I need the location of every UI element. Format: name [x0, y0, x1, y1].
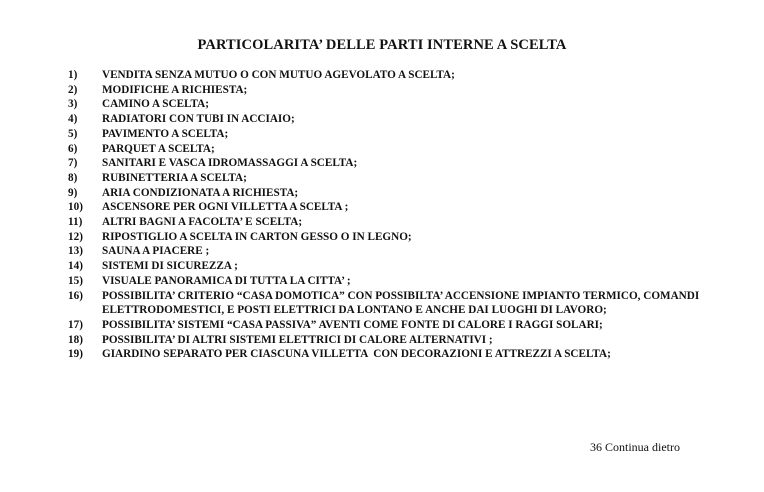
item-number: 3) [68, 98, 78, 111]
item-text: RUBINETTERIA A SCELTA; [102, 171, 247, 184]
list-item [68, 259, 708, 274]
item-number: 16) [68, 289, 83, 302]
list-item [68, 244, 708, 259]
list-item [68, 230, 708, 245]
item-number: 7) [68, 157, 78, 170]
item-text: SISTEMI DI SICUREZZA ; [102, 260, 238, 273]
item-number: 1) [68, 69, 78, 81]
item-text: POSSIBILITA’ SISTEMI “CASA PASSIVA” AVENTI COME FONTE DI CALORE I RAGGI SOLARI; [102, 318, 603, 331]
item-number: 12) [68, 230, 83, 243]
list-item [68, 318, 708, 333]
item-text: GIARDINO SEPARATO PER CIASCUNA VILLETTA CON DECORAZIONI E ATTREZZI A SCELTA; [102, 348, 611, 361]
item-number: 14) [68, 260, 83, 273]
item-number: 6) [68, 142, 78, 155]
list-item [68, 289, 708, 318]
item-number: 5) [68, 127, 78, 140]
item-text: MODIFICHE A RICHIESTA; [102, 83, 248, 96]
item-number: 11) [68, 216, 83, 229]
list-item [68, 68, 708, 83]
item-number: 4) [68, 113, 78, 126]
item-text: SAUNA A PIACERE ; [102, 245, 210, 258]
item-number: 19) [68, 348, 83, 361]
item-number: 13) [68, 245, 83, 258]
item-text: ASCENSORE PER OGNI VILLETTA A SCELTA ; [102, 201, 349, 214]
list-item [68, 186, 708, 201]
item-text: RIPOSTIGLIO A SCELTA IN CARTON GESSO O IN LEGNO; [102, 230, 412, 243]
item-text: ALTRI BAGNI A FACOLTA’ E SCELTA; [102, 216, 303, 229]
item-text: POSSIBILITA’ DI ALTRI SISTEMI ELETTRICI DI CALORE ALTERNATIVI ; [102, 333, 493, 346]
item-text: SANITARI E VASCA IDROMASSAGGI A SCELTA; [102, 157, 358, 170]
item-number: 2) [68, 83, 78, 96]
item-text: RADIATORI CON TUBI IN ACCIAIO; [102, 113, 295, 126]
features-list [68, 68, 708, 362]
list-item [68, 347, 708, 362]
list-item [68, 333, 708, 348]
list-item [68, 83, 708, 98]
list-item [68, 127, 708, 142]
item-text: ARIA CONDIZIONATA A RICHIESTA; [102, 186, 299, 199]
list-item [68, 200, 708, 215]
list-item [68, 274, 708, 289]
item-text: PAVIMENTO A SCELTA; [102, 127, 229, 140]
list-item [68, 97, 708, 112]
list-item [68, 156, 708, 171]
list-item [68, 142, 708, 157]
item-text: VENDITA SENZA MUTUO O CON MUTUO AGEVOLATO A SCELTA; [102, 69, 455, 81]
item-number: 9) [68, 186, 78, 199]
item-number: 10) [68, 201, 83, 214]
document-title: PARTICOLARITA’ DELLE PARTI INTERNE A SCELTA [197, 37, 567, 53]
item-number: 18) [68, 333, 83, 346]
list-item [68, 112, 708, 127]
item-text: POSSIBILITA’ CRITERIO “CASA DOMOTICA” CON POSSIBILTA’ ACCENSIONE IMPIANTO TERMICO, COMANDI ELETTRODOMESTICI, E POSTI ELETTRICI DA LONTANO E ANCHE DAI LUOGHI DI LAVORO; [102, 289, 702, 317]
item-number: 17) [68, 318, 83, 331]
item-text: VISUALE PANORAMICA DI TUTTA LA CITTA’ ; [102, 274, 351, 287]
item-number: 15) [68, 274, 83, 287]
list-item [68, 171, 708, 186]
item-text: PARQUET A SCELTA; [102, 142, 215, 155]
item-number: 8) [68, 171, 78, 184]
page-footer: 36 Continua dietro [590, 440, 680, 454]
item-text: CAMINO A SCELTA; [102, 98, 209, 111]
list-item [68, 215, 708, 230]
